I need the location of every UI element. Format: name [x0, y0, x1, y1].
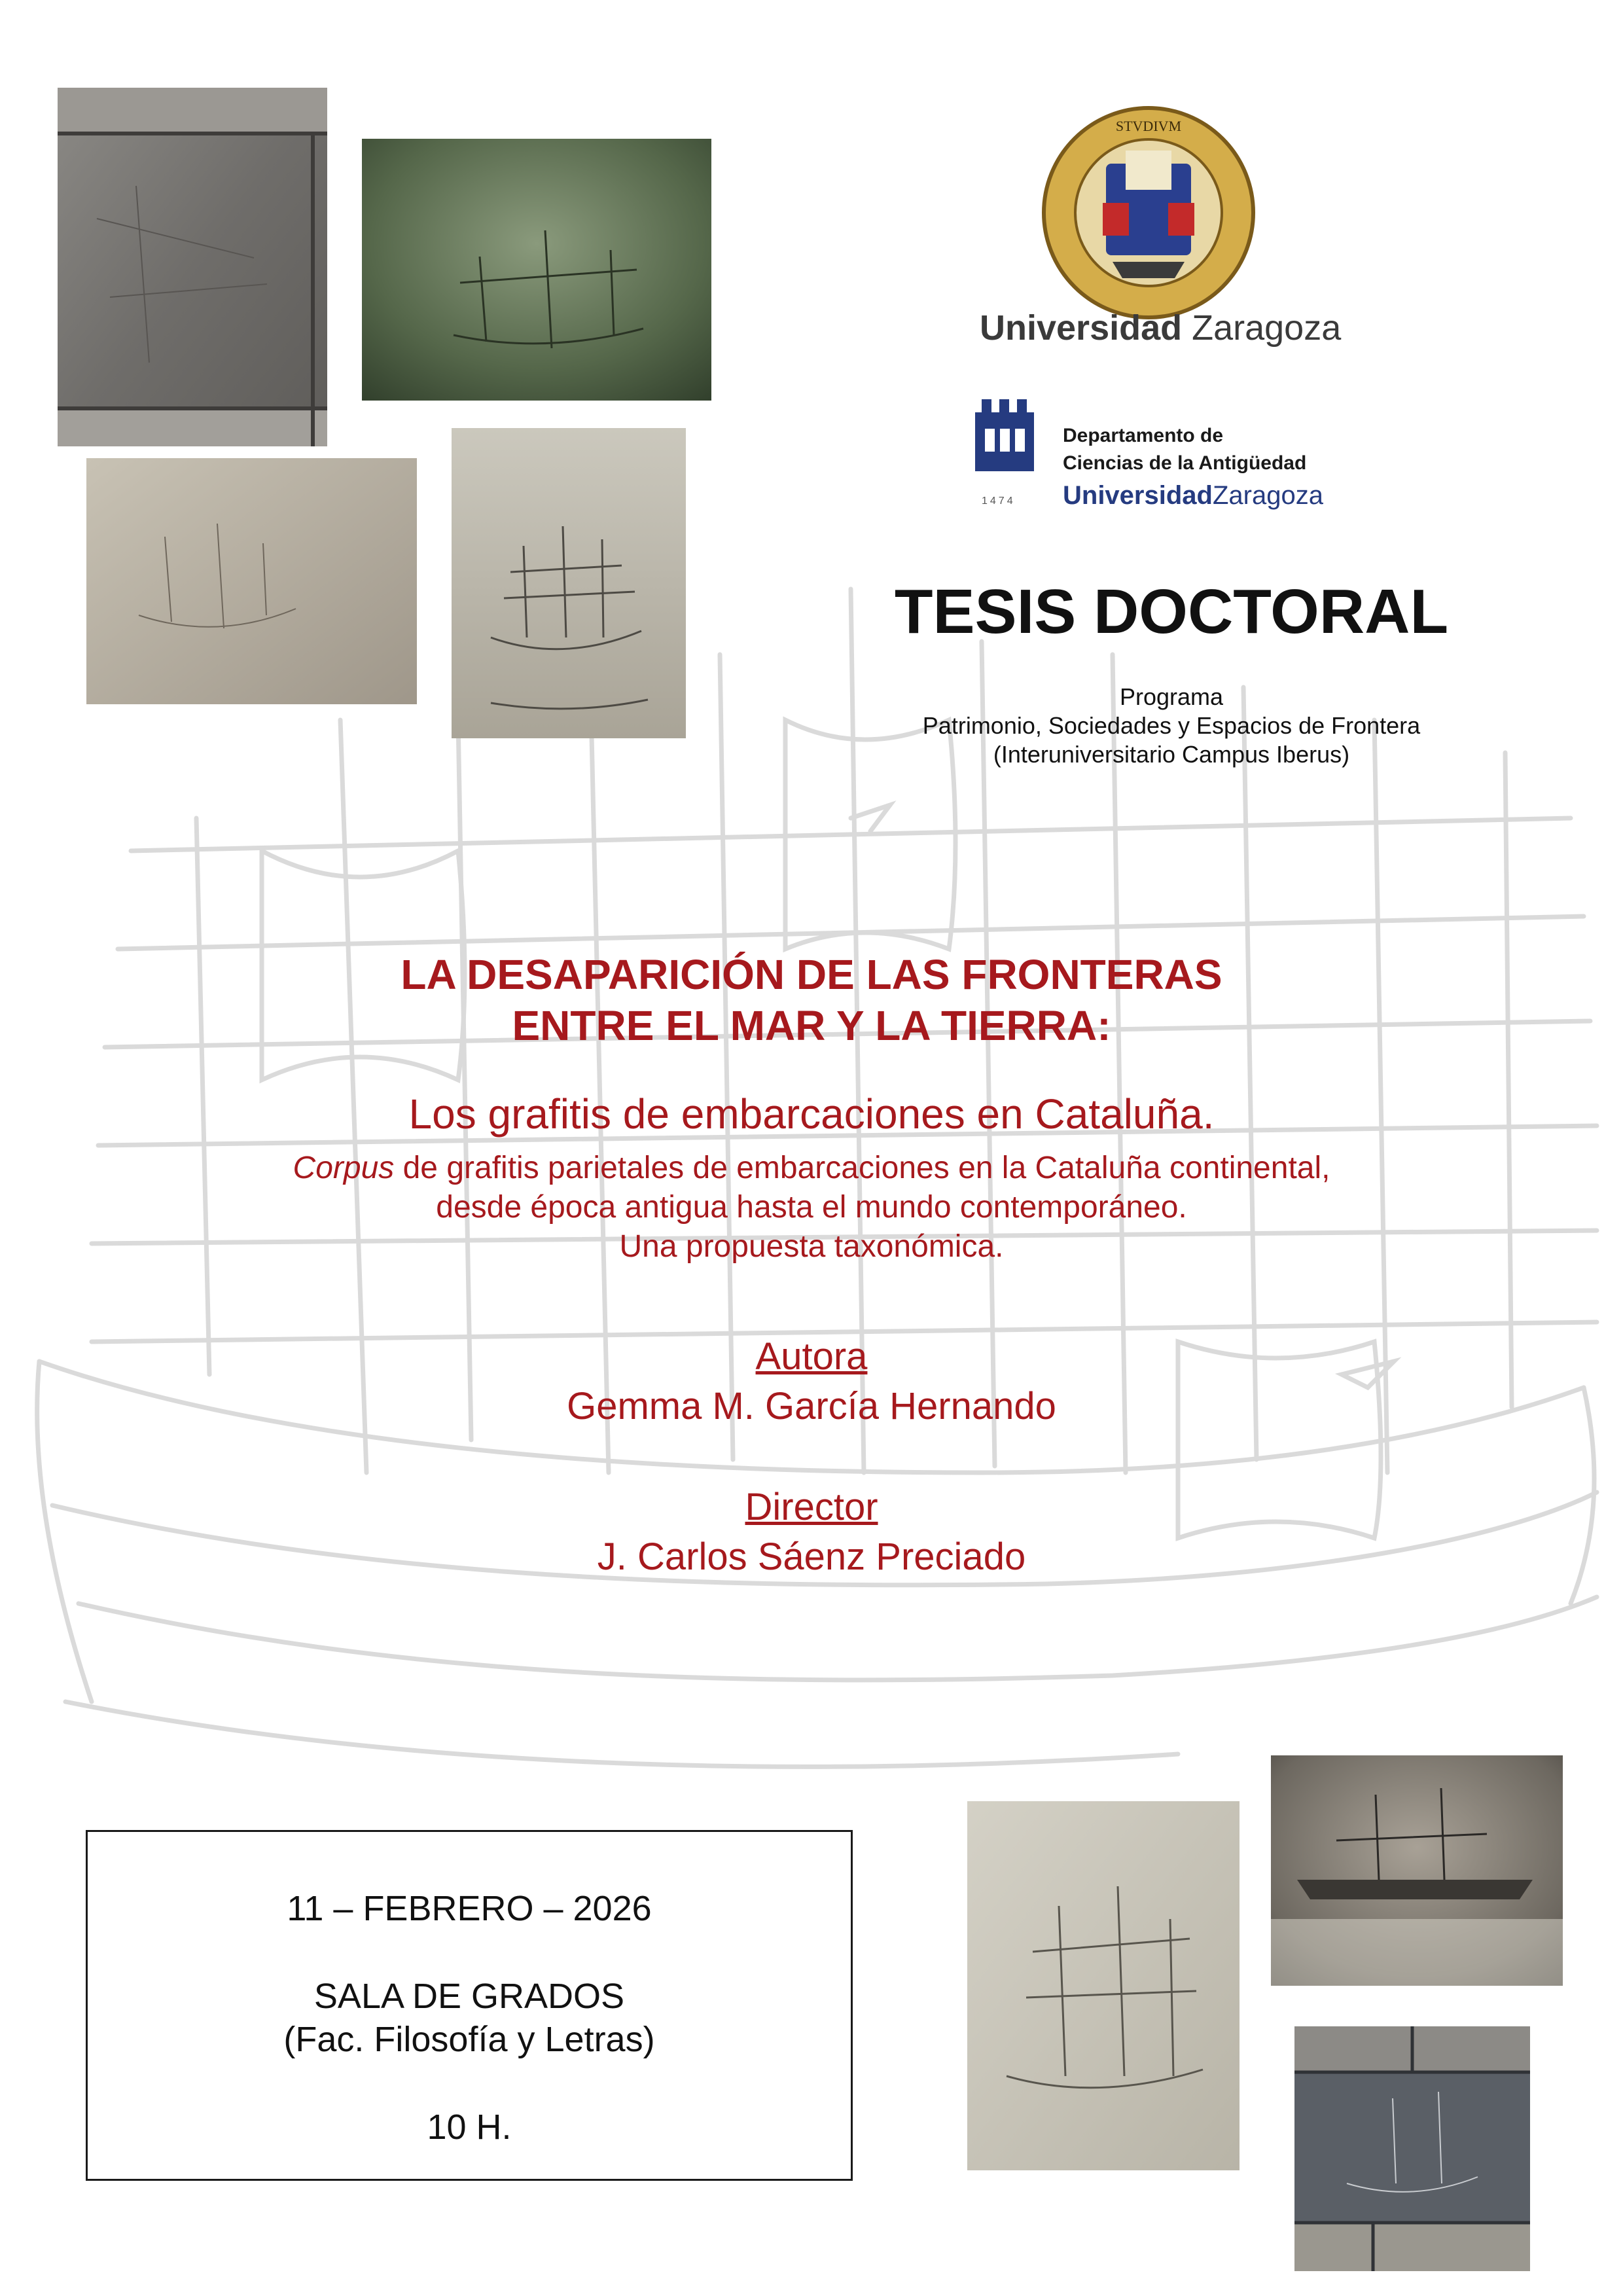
program-name: Patrimonio, Sociedades y Espacios de Frontera [922, 712, 1421, 739]
thesis-desc-italic: Corpus [293, 1151, 395, 1185]
graffiti-photo-bottom-warship [1271, 1755, 1563, 1986]
graffiti-photo-bottom-ship-plaster [967, 1801, 1240, 2170]
thesis-subtitle: Los grafitis de embarcaciones en Cataluña. [408, 1090, 1215, 1138]
thesis-desc-line1 [0, 1149, 1623, 1188]
thesis-description [0, 1149, 1623, 1266]
event-info-box [86, 1830, 853, 2181]
program-info [812, 683, 1531, 769]
department-university-wordmark [1063, 481, 1323, 511]
director-name: J. Carlos Sáenz Preciado [597, 1535, 1026, 1578]
dept-wordmark-bold: Universidad [1063, 481, 1213, 510]
event-venue-detail: (Fac. Filosofía y Letras) [283, 2020, 655, 2059]
graffiti-photo-stone-block [58, 88, 327, 446]
university-wordmark [980, 308, 1341, 348]
department-line2: Ciencias de la Antigüedad [1063, 452, 1307, 474]
wordmark-bold: Universidad [980, 308, 1183, 348]
department-year: 1474 [982, 495, 1016, 507]
thesis-title [0, 949, 1623, 1051]
director-section [0, 1482, 1623, 1582]
event-date: 11 – FEBRERO – 2026 [287, 1889, 652, 1928]
thesis-desc-line3: Una propuesta taxonómica. [619, 1229, 1004, 1264]
graffiti-photo-pale-wall [86, 458, 417, 704]
event-venue: SALA DE GRADOS [313, 1977, 625, 2016]
author-label: Autora [755, 1335, 868, 1378]
author-name: Gemma M. García Hernando [567, 1385, 1056, 1427]
thesis-title-line1: LA DESAPARICIÓN DE LAS FRONTERAS [401, 951, 1222, 998]
program-label: Programa [1119, 683, 1224, 710]
author-section [0, 1332, 1623, 1431]
thesis-title-line2: ENTRE EL MAR Y LA TIERRA: [512, 1002, 1111, 1049]
dept-wordmark-regular: Zaragoza [1212, 481, 1323, 510]
department-logo-icon [969, 399, 1041, 491]
program-note: (Interuniversitario Campus Iberus) [993, 741, 1350, 768]
director-label: Director [745, 1486, 878, 1528]
seal-lettering: STVDIVM [1115, 118, 1182, 134]
department-line1: Departamento de [1063, 425, 1224, 446]
page-title: TESIS DOCTORAL [894, 577, 1449, 647]
department-text [1063, 422, 1306, 477]
wordmark-regular: Zaragoza [1182, 308, 1342, 348]
university-seal-logo [1041, 105, 1257, 321]
thesis-desc-line1-rest: de grafitis parietales de embarcaciones en la Cataluña continental, [394, 1151, 1330, 1185]
graffiti-photo-bottom-stone-wall [1294, 2026, 1530, 2271]
event-time: 10 H. [427, 2108, 512, 2147]
thesis-desc-line2: desde época antigua hasta el mundo contemporáneo. [436, 1190, 1187, 1225]
graffiti-photo-ship-drawing [452, 428, 686, 738]
graffiti-photo-green-wall [362, 139, 711, 401]
